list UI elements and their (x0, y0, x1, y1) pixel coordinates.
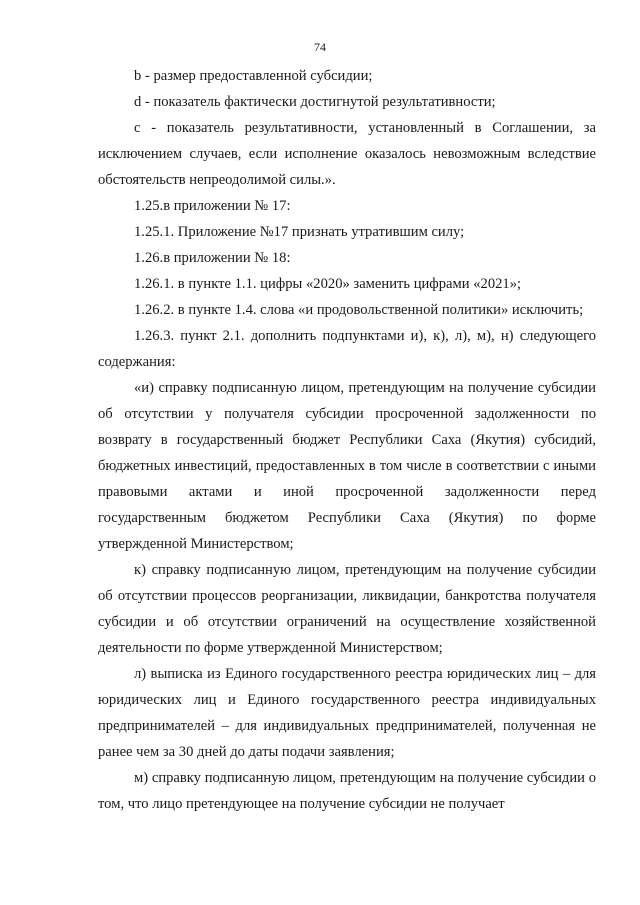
paragraph-formula-d: d - показатель фактически достигнутой результативности; (134, 94, 496, 110)
paragraph-subitem-m: м) справку подписанную лицом, претендующим на получение субсидии о том, что лицо претендующее на получение субсидии не получает (98, 770, 596, 812)
paragraph-subitem-k: к) справку подписанную лицом, претендующим на получение субсидии об отсутствии процессов реорганизации, ликвидации, банкротства получателя субсидии и об отсутствии ограничений на осуществление хозяйственной деятельности по форме утвержденной Министерством; (98, 562, 596, 656)
paragraph-1-26: 1.26.в приложении № 18: (134, 250, 291, 266)
document-body (98, 63, 596, 817)
paragraph-1-25-1: 1.25.1. Приложение №17 признать утратившим силу; (134, 224, 465, 240)
paragraph-subitem-l: л) выписка из Единого государственного реестра юридических лиц – для юридических лиц и Единого государственного реестра индивидуальных предпринимателей – для индивидуальных предпринимателей, полученная не ранее чем за 30 дней до даты подачи заявления; (98, 666, 596, 760)
paragraph-1-26-2: 1.26.2. в пункте 1.4. слова «и продовольственной политики» исключить; (134, 302, 584, 318)
paragraph-formula-c: с - показатель результативности, установленный в Соглашении, за исключением случаев, если исполнение оказалось невозможным вследствие обстоятельств непреодолимой силы.». (98, 120, 596, 188)
paragraph-1-25: 1.25.в приложении № 17: (134, 198, 291, 214)
paragraph-formula-b: b - размер предоставленной субсидии; (134, 68, 373, 84)
paragraph-1-26-1: 1.26.1. в пункте 1.1. цифры «2020» заменить цифрами «2021»; (134, 276, 522, 292)
paragraph-subitem-i: «и) справку подписанную лицом, претендующим на получение субсидии об отсутствии у получателя субсидии просроченной задолженности по возврату в государственный бюджет Республики Саха (Якутия) субсидий, бюджетных инвестиций, предоставленных в том числе в соответствии с иными правовыми актами и иной просроченной задолженности перед государственным бюджетом Республики Саха (Якутия) по форме утвержденной Министерством; (98, 380, 596, 552)
paragraph-1-26-3: 1.26.3. пункт 2.1. дополнить подпунктами и), к), л), м), н) следующего содержания: (98, 328, 596, 370)
page-number: 74 (314, 40, 326, 54)
